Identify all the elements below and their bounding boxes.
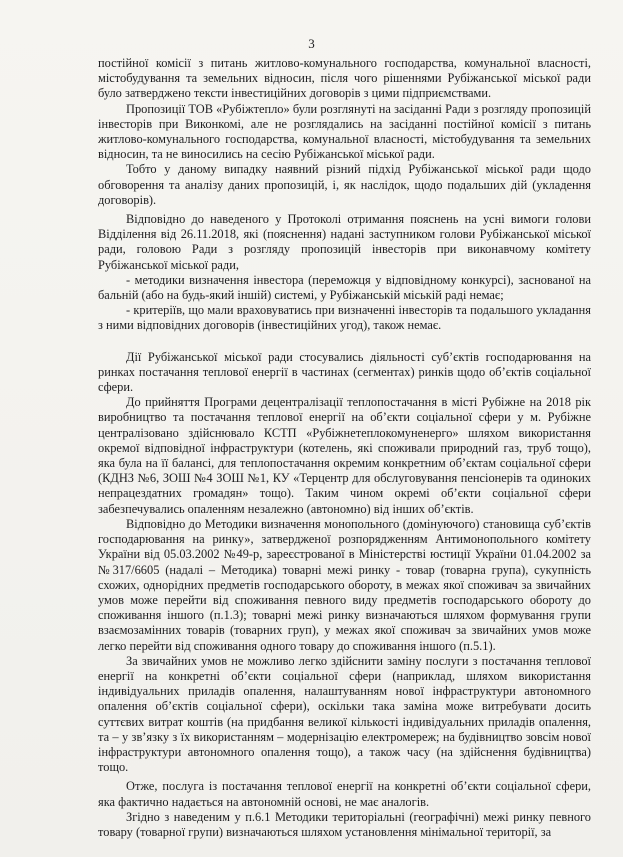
paragraph: За звичайних умов не можливо легко здійснити заміну послуги з постачання теплової енергії на конкретні об’єкти соціальної сфери (наприклад, шляхом використання індивідуальних приладів опалення, налаштуванням нової інфраструктури автономного опалення об’єктів соціальної сфери), оскільки така заміна може витребувати досить суттєвих витрат коштів (на придбання великої кількості індивідуальних приладів опалення, та – у зв’язку з їх використанням – модернізацію електромереж; на будівництво зовсім нової інфраструктури автономного опалення тощо), а також часу (на здійснення будівництва) тощо. xyxy=(98,653,591,775)
document-body xyxy=(98,56,591,840)
paragraph: Отже, послуга із постачання теплової енергії на конкретні об’єкти соціальної сфери, яка фактично надається на автономній основі, не має аналогів. xyxy=(98,779,591,809)
paragraph: Відповідно до Методики визначення монопольного (домінуючого) становища суб’єктів господарювання на ринку», затвердженої розпорядженням Антимонопольного комітету України від 05.03.2002 №49-р, зареєстрованої в Міністерстві юстиції України 01.04.2002 за №317/6605 (надалі – Методика) товарні межі ринку - товар (товарна група), сукупність схожих, однорідних предметів господарського обороту, в межах якої споживач за звичайних умов може перейти від споживання певного виду предметів господарського обороту до споживання іншого (п.1.3); товарні межі ринку визначаються шляхом формування групи взаємозамінних товарів (товарних груп), у межах якої споживач за звичайних умов може легко перейти від споживання одного товару до споживання іншого (п.5.1). xyxy=(98,516,591,653)
paragraph: Пропозиції ТОВ «Рубіжтепло» були розглянуті на засіданні Ради з розгляду пропозицій інвесторів при Виконкомі, але не розглядались на засіданні постійної комісії з питань житлово-комунального господарства, комунальної власності, містобудування та земельних відносин, та не виносились на сесію Рубіжанської міської ради. xyxy=(98,101,591,162)
paragraph: Відповідно до наведеного у Протоколі отримання пояснень на усні вимоги голови Відділення від 26.11.2018, які (пояснення) надані заступником голови Рубіжанської міської ради, головою Ради з розгляду пропозицій інвесторів при виконавчому комітету Рубіжанської міської ради, xyxy=(98,212,591,272)
list-item: - методики визначення інвестора (переможця у відповідному конкурсі), заснованої на бальній (або на будь-який іншій) системі, у Рубіжанській міській раді немає; xyxy=(98,272,591,303)
page-number: 3 xyxy=(308,36,315,51)
paragraph: Дії Рубіжанської міської ради стосувались діяльності суб’єктів господарювання на ринках постачання теплової енергії в частинах (сегментах) ринків щодо об’єктів соціальної сфери. xyxy=(98,349,591,395)
list-item: - критеріїв, що мали враховуватись при визначенні інвесторів та подальшого укладання з ними відповідних договорів (інвестиційних угод), також немає. xyxy=(98,303,591,333)
paragraph: До прийняття Програми децентралізації теплопостачання в місті Рубіжне на 2018 рік виробництво та постачання теплової енергії на об’єкти соціальної сфери у м. Рубіжне централізовано здійснювало КСТП «Рубіжнетеплокомуненерго» шляхом використання окремої відповідної інфраструктури (котелень, які споживали природний газ, труб тощо), яка була на її балансі, для теплопостачання окремим конкретним об’єктам соціальної сфери (КДНЗ №6, ЗОШ №4 ЗОШ №1, КУ «Терцентр для обслуговування пенсіонерів та одиноких непрацездатних громадян» тощо). Таким чином окремі об’єкти соціальної сфери забезпечувались опаленням незалежно (автономно) від інших об’єктів. xyxy=(98,395,591,516)
paragraph: Згідно з наведеним у п.6.1 Методики територіальні (географічні) межі ринку певного товару (товарної групи) визначаються шляхом установлення мінімальної території, за xyxy=(98,809,591,839)
paragraph: постійної комісії з питань житлово-комунального господарства, комунальної власності, містобудування та земельних відносин, після чого рішеннями Рубіжанської міської ради було затверджено тексти інвестиційних договорів з цими підприємствами. xyxy=(98,56,591,101)
paragraph: Тобто у даному випадку наявний різний підхід Рубіжанської міської ради щодо обговорення та аналізу даних пропозицій, і, як наслідок, щодо подальших дій (укладення договорів). xyxy=(98,162,591,207)
